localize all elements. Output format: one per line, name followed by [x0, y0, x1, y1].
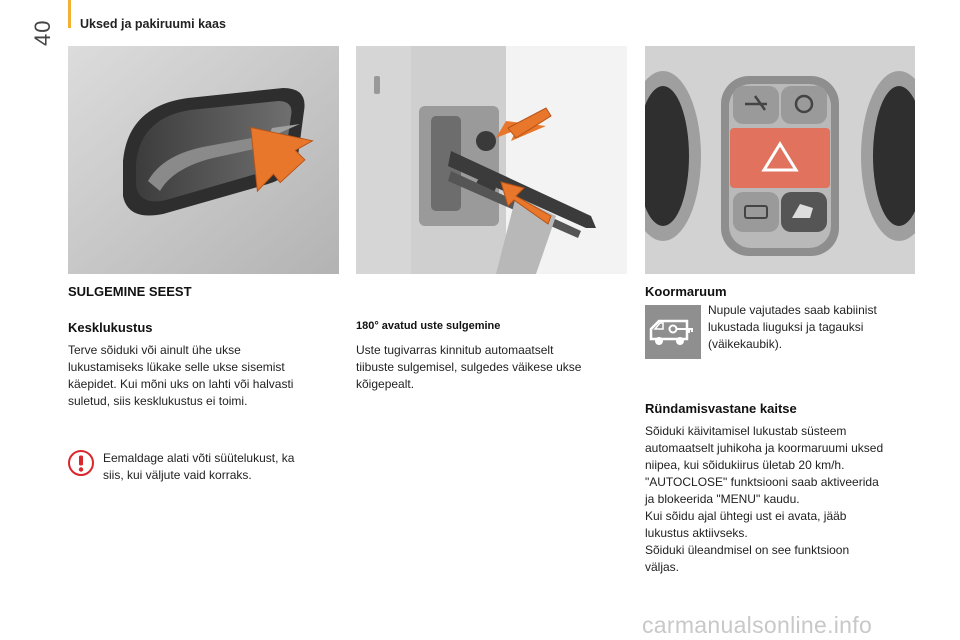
door-hinge-photo [356, 46, 627, 274]
anti-theft-line: Sõiduki üleandmisel on see funktsioon [645, 543, 850, 557]
cargo-line: Nupule vajutades saab kabiinist [708, 303, 877, 317]
page-number: 40 [30, 19, 55, 46]
anti-theft-line: Sõiduki käivitamisel lukustab süsteem [645, 424, 847, 438]
van-key-lock-icon [645, 305, 701, 359]
cargo-line: (väikekaubik). [708, 337, 783, 351]
section-title: SULGEMINE SEEST [68, 284, 192, 299]
warning-text [103, 450, 343, 484]
anti-theft-line: väljas. [645, 560, 680, 574]
anti-theft-line: lukustus aktiivseks. [645, 526, 748, 540]
subtitle-180-doors: 180° avatud uste sulgemine [356, 320, 501, 332]
anti-theft-line: automaatselt juhikoha ja koormaruumi uksed [645, 441, 884, 455]
door-handle-photo [68, 46, 339, 274]
paragraph-line: lukustamiseks lükake selle ukse sisemist [68, 360, 285, 374]
cargo-text [708, 302, 918, 353]
paragraph-line: kõigepealt. [356, 377, 415, 391]
subtitle-central-locking: Kesklukustus [68, 320, 153, 335]
paragraph-line: Uste tugivarras kinnitub automaatselt [356, 343, 554, 357]
exclamation-warning-icon [68, 450, 94, 476]
paragraph-line: käepidet. Kui mõni uks on lahti või halvasti [68, 377, 294, 391]
switch-panel-photo [645, 46, 915, 274]
anti-theft-line: niipea, kui sõidukiirus ületab 20 km/h. [645, 458, 845, 472]
anti-theft-text [645, 423, 935, 576]
paragraph-180-doors [356, 342, 631, 393]
anti-theft-line: "AUTOCLOSE" funktsiooni saab aktiveerida [645, 475, 879, 489]
header-title: Uksed ja pakiruumi kaas [80, 17, 226, 31]
paragraph-line: Terve sõiduki või ainult ühe ukse [68, 343, 241, 357]
warning-line: Eemaldage alati võti süütelukust, ka [103, 451, 295, 465]
paragraph-central-locking [68, 342, 343, 410]
anti-theft-line: ja blokeerida "MENU" kaudu. [645, 492, 800, 506]
anti-theft-line: Kui sõidu ajal ühtegi ust ei avata, jääb [645, 509, 847, 523]
cargo-title: Koormaruum [645, 284, 727, 299]
cargo-line: lukustada liuguksi ja tagauksi [708, 320, 864, 334]
warning-line: siis, kui väljute vaid korraks. [103, 468, 252, 482]
watermark: carmanualsonline.info [642, 612, 873, 638]
paragraph-line: tiibuste sulgemisel, sulgedes väikese ukse [356, 360, 582, 374]
paragraph-line: suletud, siis kesklukustus ei toimi. [68, 394, 248, 408]
header-accent-bar [68, 0, 71, 28]
anti-theft-title: Ründamisvastane kaitse [645, 401, 797, 416]
